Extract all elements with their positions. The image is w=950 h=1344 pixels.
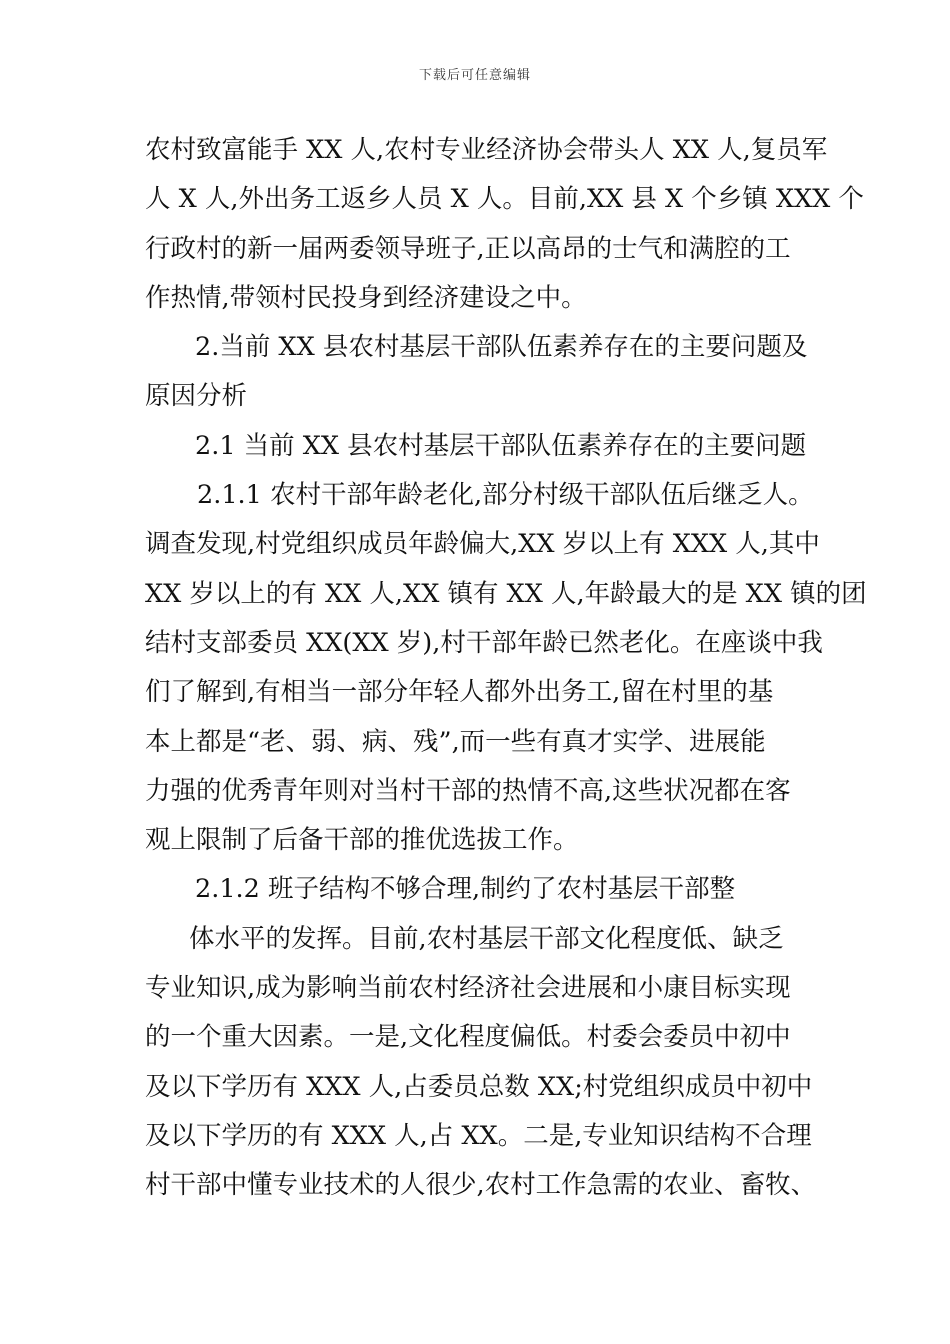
text-line: 调查发现,村党组织成员年龄偏大,XX 岁以上有 XXX 人,其中 — [145, 529, 820, 560]
text-line: 本上都是“老、弱、病、残”,而一些有真才实学、进展能 — [145, 726, 766, 757]
text-line: 作热情,带领村民投身到经济建设之中。 — [145, 282, 587, 313]
text-line: 人 X 人,外出务工返乡人员 X 人。目前,XX 县 X 个乡镇 XXX 个 — [145, 184, 864, 215]
text-line: 及以下学历有 XXX 人,占委员总数 XX;村党组织成员中初中 — [145, 1071, 813, 1102]
text-line: 行政村的新一届两委领导班子,正以高昂的士气和满腔的工 — [145, 233, 791, 264]
section-heading: 2.当前 XX 县农村基层干部队伍素养存在的主要问题及 — [195, 332, 808, 363]
text-line: 力强的优秀青年则对当村干部的热情不高,这些状况都在客 — [145, 775, 791, 806]
document-body — [145, 126, 867, 1211]
text-line: 农村致富能手 XX 人,农村专业经济协会带头人 XX 人,复员军 — [145, 135, 828, 165]
text-line: 们了解到,有相当一部分年轻人都外出务工,留在村里的基 — [145, 677, 774, 708]
text-line: XX 岁以上的有 XX 人,XX 镇有 XX 人,年龄最大的是 XX 镇的团 — [145, 578, 867, 609]
subsubsection-heading: 2.1.1 农村干部年龄老化,部分村级干部队伍后继乏人。 — [197, 480, 814, 511]
subsubsection-heading: 2.1.2 班子结构不够合理,制约了农村基层干部整 — [195, 874, 736, 905]
text-line: 结村支部委员 XX(XX 岁),村干部年龄已然老化。在座谈中我 — [145, 627, 823, 658]
text-line: 村干部中懂专业技术的人很少,农村工作急需的农业、畜牧、 — [145, 1170, 817, 1201]
text-line: 及以下学历的有 XXX 人,占 XX。二是,专业知识结构不合理 — [145, 1120, 812, 1151]
text-line: 体水平的发挥。目前,农村基层干部文化程度低、缺乏 — [189, 923, 784, 954]
text-line: 观上限制了后备干部的推优选拔工作。 — [145, 825, 579, 856]
section-heading-continued: 原因分析 — [145, 381, 248, 412]
text-line: 的一个重大因素。一是,文化程度偏低。村委会委员中初中 — [145, 1022, 791, 1053]
subsection-heading: 2.1 当前 XX 县农村基层干部队伍素养存在的主要问题 — [195, 430, 807, 461]
text-line: 专业知识,成为影响当前农村经济社会进展和小康目标实现 — [145, 973, 791, 1004]
page-header-note: 下载后可任意编辑 — [418, 68, 531, 83]
